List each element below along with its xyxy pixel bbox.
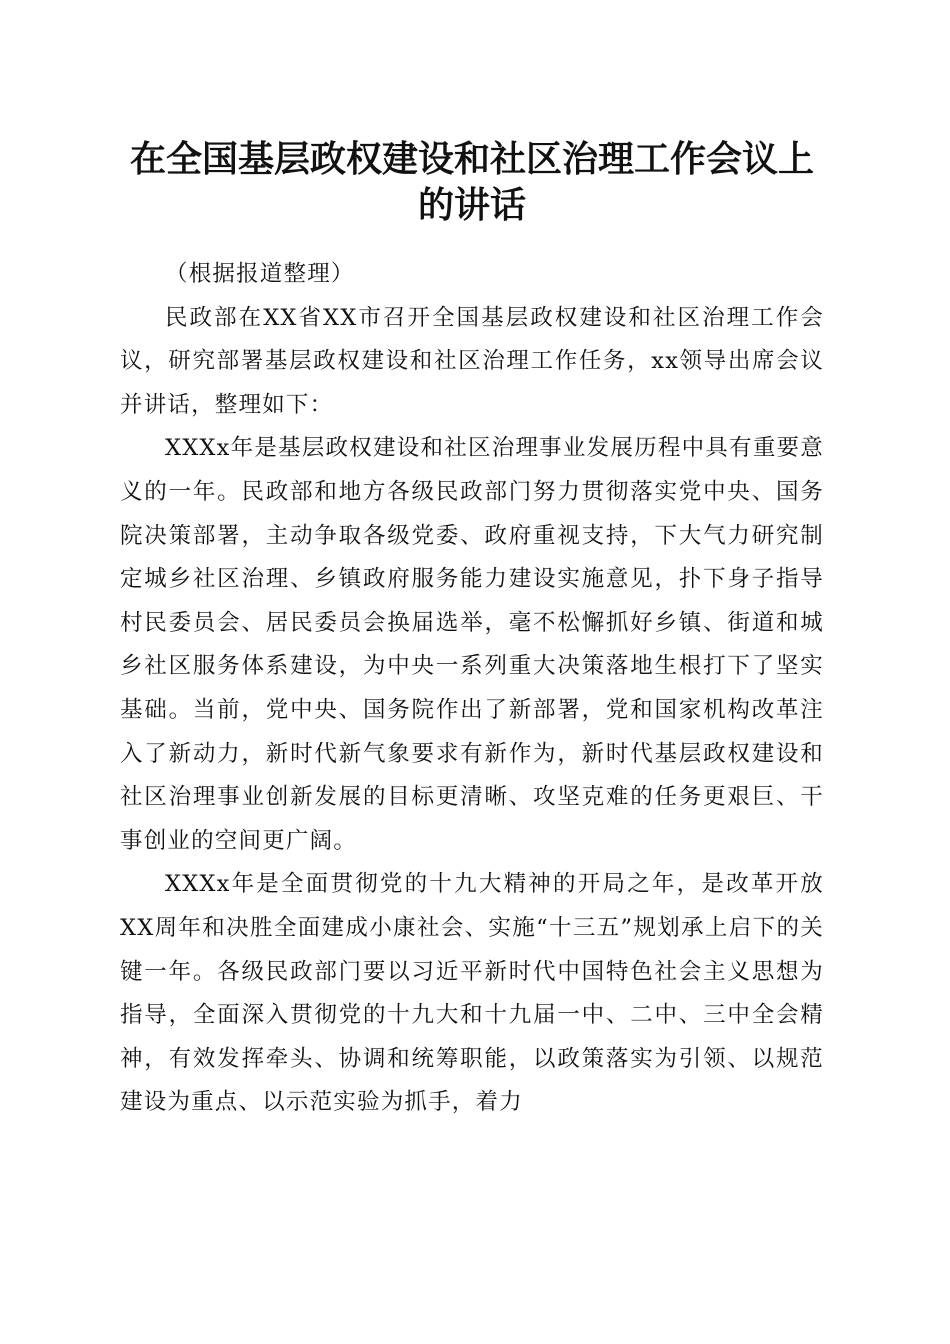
paragraph-3: XXXx年是全面贯彻党的十九大精神的开局之年，是改革开放XX周年和决胜全面建成小康社会、实施“十三五”规划承上启下的关键一年。各级民政部门要以习近平新时代中国特色社会主义思想为指导，全面深入贯彻党的十九大和十九届一中、二中、三中全会精神，有效发挥牵头、协调和统筹职能，以政策落实为引领、以规范建设为重点、以示范实验为抓手，着力 xyxy=(120,871,824,1116)
document-title: 在全国基层政权建设和社区治理工作会议上的讲话 xyxy=(129,138,814,226)
paragraph-2: XXXx年是基层政权建设和社区治理事业发展历程中具有重要意义的一年。民政部和地方各级民政部门努力贯彻落实党中央、国务院决策部署，主动争取各级党委、政府重视支持，下大气力研究制定城乡社区治理、乡镇政府服务能力建设实施意见，扑下身子指导村民委员会、居民委员会换届选举，毫不松懈抓好乡镇、街道和城乡社区服务体系建设，为中央一系列重大决策落地生根打下了坚实基础。当前，党中央、国务院作出了新部署，党和国家机构改革注入了新动力，新时代新气象要求有新作为，新时代基层政权建设和社区治理事业创新发展的目标更清晰、攻坚克难的任务更艰巨、干事创业的空间更广阔。 xyxy=(120,435,824,854)
paragraph-1: 民政部在XX省XX市召开全国基层政权建设和社区治理工作会议，研究部署基层政权建设和社区治理工作任务，xx领导出席会议并讲话，整理如下： xyxy=(120,304,824,418)
document-body xyxy=(120,253,824,1125)
source-note: （根据报道整理） xyxy=(165,261,355,287)
